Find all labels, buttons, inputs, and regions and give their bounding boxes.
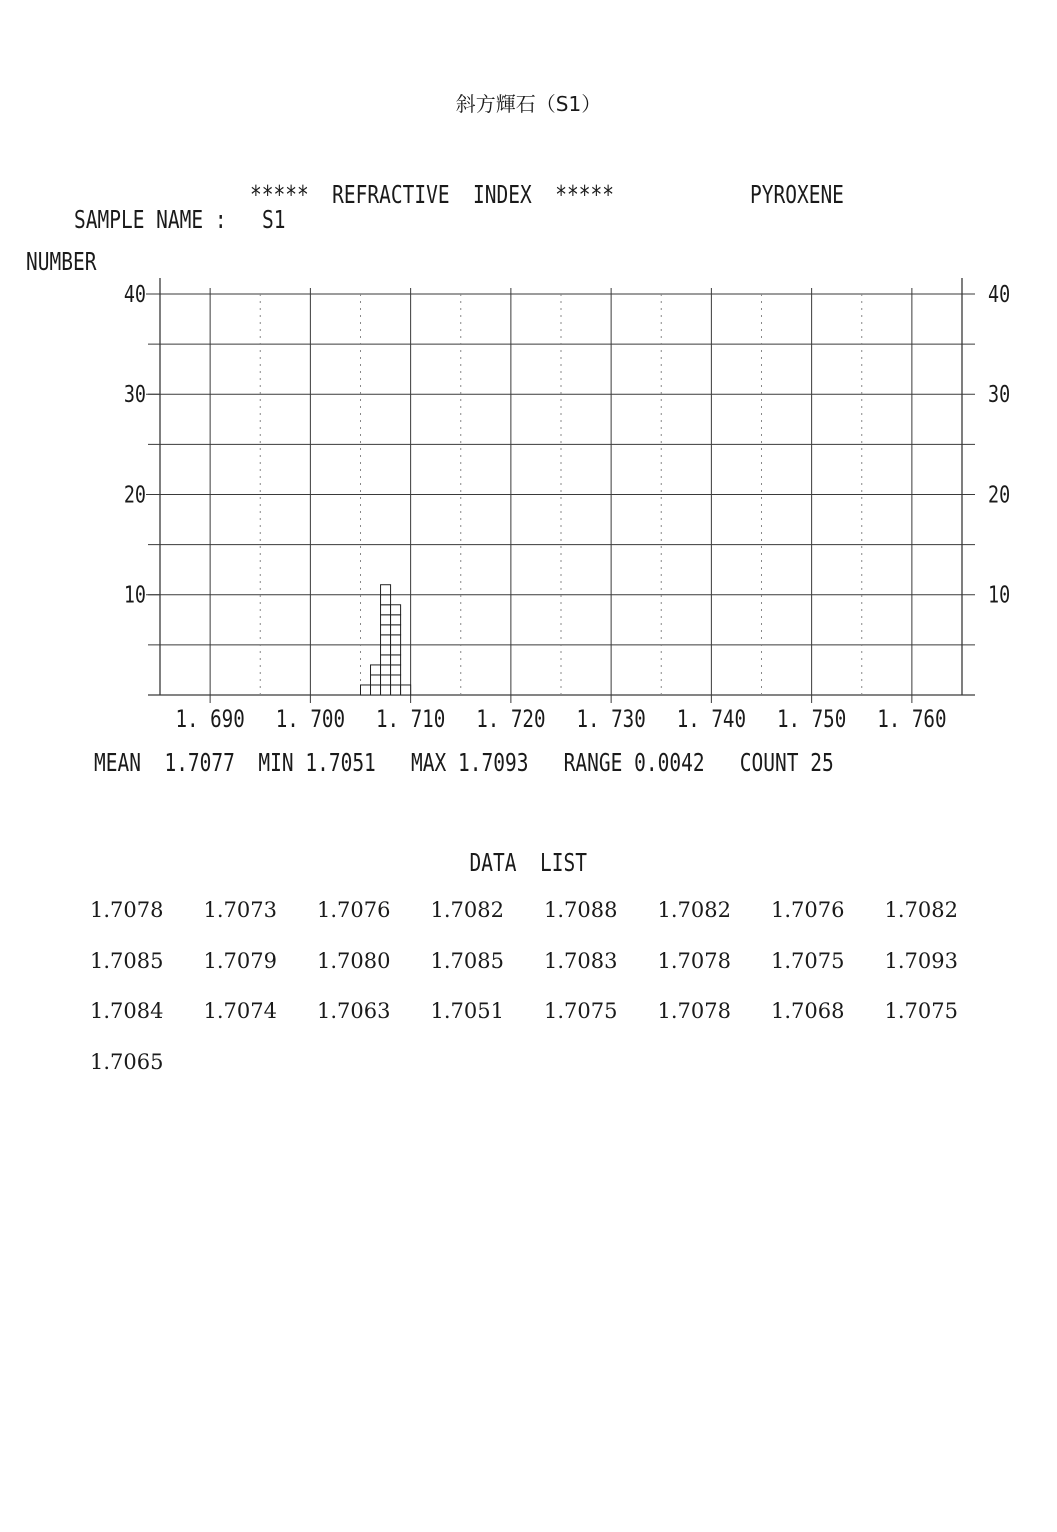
data-list-item: 1.7079	[203, 948, 277, 973]
histogram-cell	[391, 685, 401, 695]
max-value: 1.7093	[457, 748, 529, 777]
data-list-item: 1.7085	[90, 948, 164, 973]
data-list-item: 1.7078	[657, 948, 731, 973]
y-tick-label-right: 20	[988, 481, 1011, 509]
data-list-item: 1.7073	[203, 898, 277, 922]
chart-heading: ***** REFRACTIVE INDEX *****	[250, 180, 614, 209]
x-tick-label: 1. 720	[476, 706, 546, 734]
histogram-cell	[381, 635, 391, 645]
mean-label: MEAN	[94, 748, 141, 777]
data-list-item: 1.7076	[771, 898, 845, 922]
data-list-item: 1.7078	[90, 898, 164, 922]
histogram-cell	[381, 685, 391, 695]
data-list-item: 1.7082	[430, 898, 504, 922]
statistics-row	[94, 748, 834, 777]
data-list-item: 1.7078	[657, 999, 731, 1023]
data-list-item: 1.7051	[430, 999, 504, 1023]
histogram-cell	[381, 595, 391, 605]
mean-value: 1.7077	[164, 748, 235, 777]
histogram-bar	[401, 685, 411, 695]
data-list-item: 1.7075	[771, 948, 845, 973]
histogram-cell	[391, 665, 401, 675]
max-label: MAX	[411, 748, 447, 777]
y-tick-label-right: 30	[988, 381, 1011, 408]
histogram-cell	[391, 655, 401, 665]
min-label: MIN	[258, 748, 294, 777]
histogram-cell	[381, 675, 391, 685]
histogram-cell	[361, 685, 371, 695]
histogram-cell	[391, 635, 401, 645]
data-list-title: DATA LIST	[469, 848, 588, 877]
data-list-item: 1.7074	[203, 999, 277, 1023]
histogram-cell	[391, 625, 401, 635]
y-tick-label-left: 30	[123, 381, 146, 408]
y-tick-label-right: 40	[988, 281, 1011, 308]
histogram-cell	[391, 605, 401, 615]
y-tick-label-left: 10	[123, 581, 146, 609]
data-list-item: 1.7063	[317, 999, 391, 1023]
histogram-cell	[381, 625, 391, 635]
data-list-item: 1.7088	[544, 898, 618, 922]
x-tick-label: 1. 700	[275, 706, 346, 734]
data-list-item: 1.7080	[317, 948, 391, 973]
data-list-item: 1.7076	[317, 898, 391, 922]
histogram-cell	[371, 685, 381, 695]
histogram-chart	[0, 0, 1057, 740]
x-tick-label: 1. 690	[175, 706, 245, 734]
x-tick-label: 1. 740	[676, 706, 747, 734]
sample-name-value: S1	[262, 205, 286, 234]
histogram-cell	[371, 675, 381, 685]
data-list-item: 1.7065	[90, 1049, 164, 1074]
count-value: 25	[810, 748, 834, 777]
min-value: 1.7051	[305, 748, 376, 777]
histogram-cell	[381, 655, 391, 665]
y-tick-label-left: 40	[123, 281, 146, 308]
range-label: RANGE	[563, 748, 623, 777]
y-tick-label-left: 20	[123, 481, 146, 509]
histogram-bar	[361, 685, 371, 695]
x-tick-label: 1. 710	[375, 706, 446, 734]
sample-name-label: SAMPLE NAME :	[74, 205, 227, 234]
histogram-cell	[381, 615, 391, 625]
data-list-item: 1.7093	[884, 948, 958, 973]
x-tick-label: 1. 730	[576, 706, 646, 734]
range-value: 0.0042	[634, 748, 705, 777]
data-list-item: 1.7083	[544, 948, 618, 973]
histogram-cell	[391, 645, 401, 655]
histogram-bar	[381, 585, 391, 695]
histogram-cell	[401, 685, 411, 695]
data-list-item: 1.7082	[884, 898, 958, 922]
x-tick-label: 1. 760	[877, 706, 947, 734]
mineral-name: PYROXENE	[750, 180, 844, 209]
histogram-cell	[391, 615, 401, 625]
histogram-bars	[361, 585, 411, 695]
page-title: 斜方輝石（S1）	[455, 92, 602, 116]
histogram-cell	[391, 675, 401, 685]
data-list-item: 1.7075	[544, 999, 618, 1023]
histogram-bar	[371, 665, 381, 695]
y-tick-label-right: 10	[988, 581, 1011, 609]
histogram-cell	[381, 665, 391, 675]
data-list-item: 1.7085	[430, 948, 504, 973]
histogram-bar	[391, 605, 401, 695]
x-tick-label: 1. 750	[776, 706, 847, 734]
y-axis-label: NUMBER	[26, 247, 97, 276]
data-list-item: 1.7082	[657, 898, 731, 922]
data-list-item: 1.7068	[771, 999, 845, 1023]
data-list-item: 1.7084	[90, 999, 164, 1023]
count-label: COUNT	[739, 748, 799, 777]
data-list-item: 1.7075	[884, 999, 958, 1023]
histogram-cell	[371, 665, 381, 675]
histogram-cell	[381, 645, 391, 655]
histogram-cell	[381, 605, 391, 615]
histogram-cell	[381, 585, 391, 595]
